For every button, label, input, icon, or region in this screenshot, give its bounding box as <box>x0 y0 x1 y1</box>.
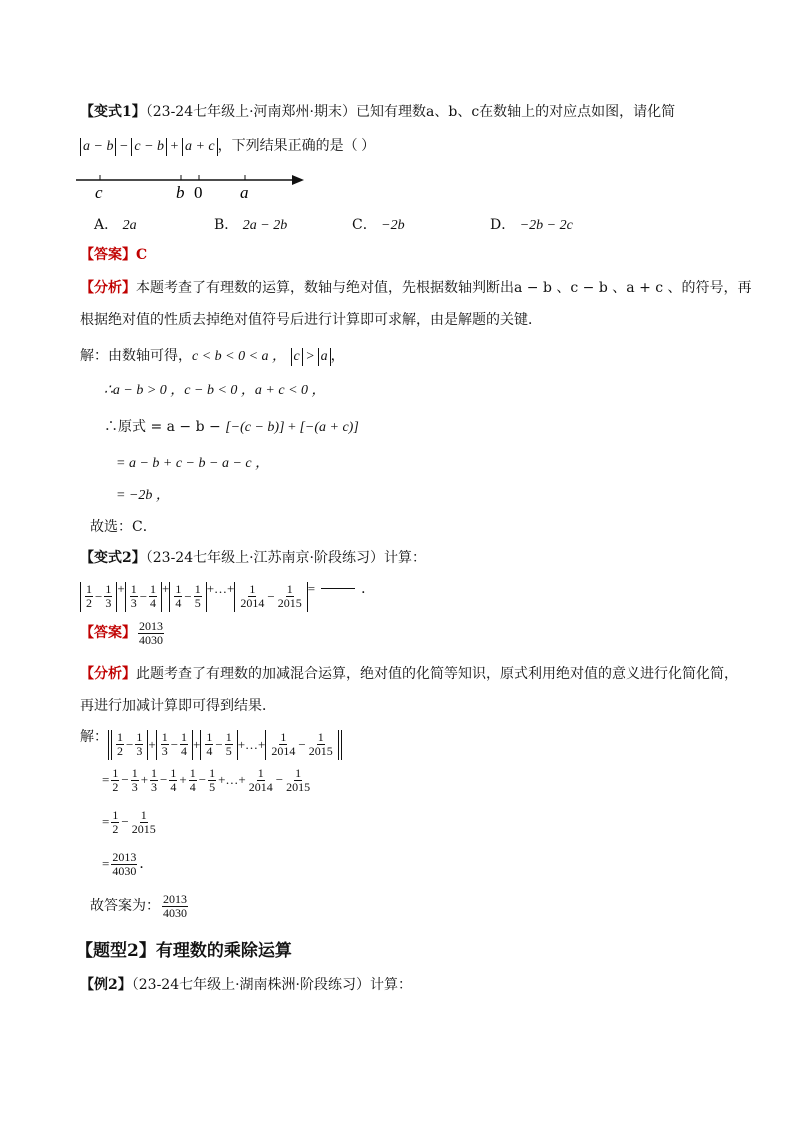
number-line-arrow <box>292 175 304 185</box>
variant2-answer: 【答案】 $\frac{2013}{4030}$ <box>80 618 163 647</box>
variant1-analysis-line2: 根据绝对值的性质去掉绝对值符号后进行计算即可求解，由是解题的关键． <box>80 312 542 328</box>
variant1-analysis-line1: 【分析】本题考查了有理数的运算，数轴与绝对值，先根据数轴判断出a − b 、c − b 、a + c 、的符号，再 <box>80 280 752 296</box>
question-tail: ，下列结果正确的是（ ） <box>217 139 376 154</box>
variant1-question <box>80 103 675 121</box>
option-c: C． −2b <box>352 217 405 233</box>
number-line <box>76 166 308 202</box>
label-a: a <box>240 183 249 202</box>
variant2-expression: $\frac{1}{2}$ − $\frac{1}{3}$ + $\frac{1}{3}$ − $\frac{1}{4}$ + $\frac{1}{4}$ − $\frac{1}{5}$ +…+ $\frac{1}{2014}$ − $\frac{1}{2015}$ = ． <box>80 574 375 612</box>
variant1-source: （23-24七年级上·河南郑州·期末） <box>145 104 357 120</box>
solution2-line2: = $\frac{1}{2}$ − $\frac{1}{3}$ + $\frac{1}{3}$ − $\frac{1}{4}$ + $\frac{1}{4}$ − $\frac{1}{5}$ +…+ $\frac{1}{2014}$ − $\frac{1}{2015}$ <box>102 766 311 795</box>
answer-blank[interactable] <box>321 588 355 589</box>
solution2-line1: 解： $\frac{1}{2}$ − $\frac{1}{3}$ + $\frac{1}{3}$ − $\frac{1}{4}$ + $\frac{1}{4}$ − $\frac{1}{5}$ +…+ $\frac{1}{2014}$ − $\frac{1}{2015}$ <box>80 722 342 760</box>
abs-a-plus-c: a + c <box>182 138 218 156</box>
solution1-conclusion: 故选：C． <box>90 519 157 535</box>
option-d: D． −2b − 2c <box>490 217 573 233</box>
abs-c-minus-b: c − b <box>131 138 167 156</box>
solution1-line5: = −2b ， <box>116 488 170 503</box>
abs-a-minus-b: a − b <box>80 138 116 156</box>
variant2-analysis-line1: 【分析】此题考查了有理数的加减混合运算，绝对值的化简等知识，原式利用绝对值的意义进行化简化简， <box>80 666 738 682</box>
solution2-line4: = $\frac{2013}{4030}$ ． <box>102 850 154 879</box>
variant1-tag: 【变式1】 <box>80 104 146 120</box>
variant2-question: 【变式2】（23-24七年级上·江苏南京·阶段练习）计算： <box>80 550 427 566</box>
option-b: B． 2a − 2b <box>214 217 288 233</box>
example2-question: 【例2】（23-24七年级上·湖南株洲·阶段练习）计算： <box>80 977 413 993</box>
option-a: A． 2a <box>94 217 137 233</box>
label-b: b <box>176 183 185 202</box>
solution1-line2: ∴a − b > 0 ，c − b < 0 ，a + c < 0 ， <box>104 383 326 398</box>
solution1-line1: 解：由数轴可得，c < b < 0 < a ， c > a ， <box>80 348 345 364</box>
variant2-final-answer: 故答案为： $\frac{2013}{4030}$ <box>90 891 187 920</box>
variant1-answer: 【答案】C <box>80 247 148 263</box>
solution2-line3: = $\frac{1}{2}$ − $\frac{1}{2015}$ <box>102 808 156 837</box>
variant1-expression: a − b − c − b + a + c ，下列结果正确的是（ ） <box>80 138 375 156</box>
variant1-text: 已知有理数a、b、c在数轴上的对应点如图，请化简 <box>356 104 676 120</box>
solution1-line3: ∴原式 = a − b − [−(c − b)] + [−(a + c)] <box>104 419 359 435</box>
section-heading: 【题型2】有理数的乘除运算 <box>76 941 292 961</box>
label-0: 0 <box>194 183 203 202</box>
solution1-line4: = a − b + c − b − a − c ， <box>116 456 270 471</box>
label-c: c <box>95 183 103 202</box>
variant2-analysis-line2: 再进行加减计算即可得到结果． <box>80 698 276 714</box>
